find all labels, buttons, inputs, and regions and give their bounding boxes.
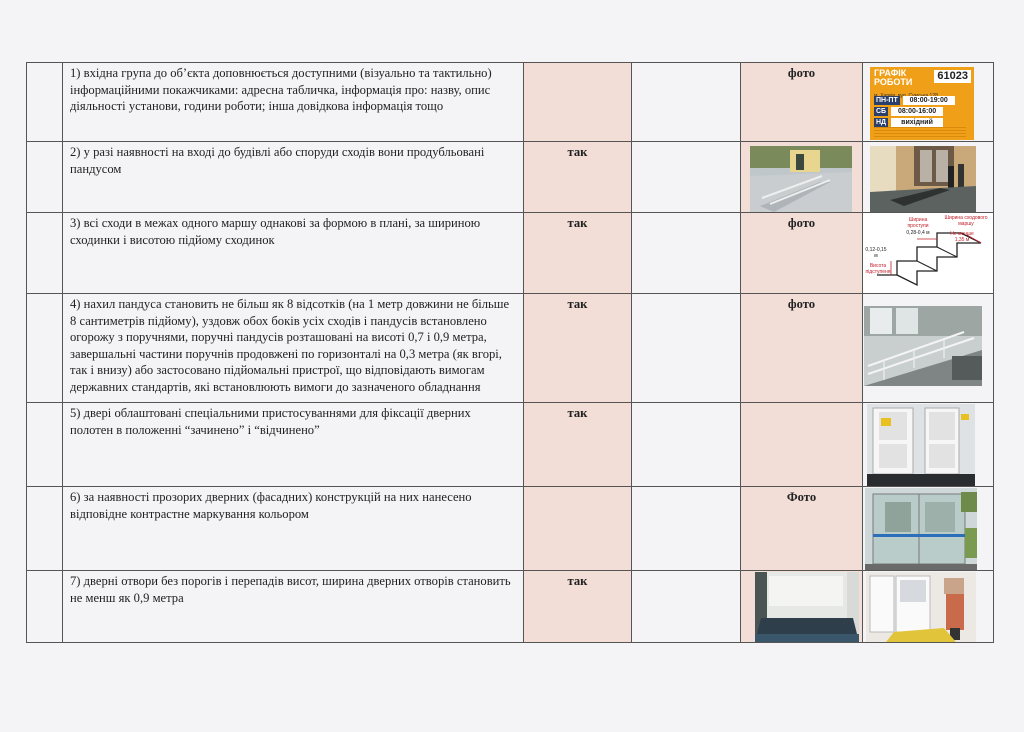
criterion-text: 3) всі сходи в межах одного маршу однакові за формою в плані, за шириною сходинки і висотою підйому сходинок <box>70 216 481 247</box>
evidence-cell <box>741 403 863 487</box>
stairs-label-width-value: 0,28-0,4 м <box>906 230 930 236</box>
doors-photo <box>867 404 975 486</box>
compliance-mark: так <box>567 145 588 159</box>
stairs-label-height-value: 0,12-0,15 м <box>865 247 887 259</box>
compliance-cell <box>524 571 632 643</box>
compliance-mark: так <box>567 216 588 230</box>
note-cell <box>632 294 741 403</box>
number-cell <box>27 571 63 643</box>
photo-cell <box>863 213 994 294</box>
ramp-entrance-photo <box>870 146 976 212</box>
criterion-text: 2) у разі наявності на вході до будівлі або споруди сходів вони продубльовані пандусом <box>70 145 485 176</box>
evidence-cell <box>741 294 863 403</box>
criterion-cell <box>63 487 524 571</box>
criterion-text: 1) вхідна група до об’єкта доповнюється доступними (візуально та тактильно) інформаційними покажчиками: адресна табличка, інформація про: назву, опис діяльності установи, години роботи; інша довідкова інформація тощо <box>70 66 492 113</box>
criterion-text: 5) двері облаштовані спеціальними пристосуваннями для фіксації дверних полотен в положенні “зачинено” і “відчинено” <box>70 406 471 437</box>
sign-day: ПН-ПТ <box>876 97 898 104</box>
compliance-cell <box>524 487 632 571</box>
accessibility-checklist-table <box>26 62 994 643</box>
ramp-handrails-photo <box>864 306 982 386</box>
note-cell <box>632 487 741 571</box>
sign-zip: 61023 <box>934 70 971 83</box>
photo-cell <box>863 487 994 571</box>
sign-title-line1: ГРАФІК <box>874 68 907 78</box>
evidence-cell <box>741 142 863 213</box>
criterion-cell <box>63 294 524 403</box>
criterion-text: 6) за наявності прозорих дверних (фасадних) конструкцій на них нанесено відповідне контрастне маркування кольором <box>70 490 472 521</box>
sign-hours: вихідний <box>891 118 943 127</box>
evidence-cell <box>741 213 863 294</box>
evidence-cell <box>741 571 863 643</box>
number-cell <box>27 142 63 213</box>
evidence-label: Фото <box>786 490 817 504</box>
evidence-cell <box>741 63 863 142</box>
criterion-cell <box>63 571 524 643</box>
sign-day: НД <box>876 119 887 126</box>
criterion-cell <box>63 63 524 142</box>
sign-hours: 08:00-16:00 <box>891 107 943 116</box>
note-cell <box>632 571 741 643</box>
compliance-cell <box>524 213 632 294</box>
number-cell <box>27 294 63 403</box>
note-cell <box>632 213 741 294</box>
evidence-label: фото <box>787 66 816 80</box>
note-cell <box>632 142 741 213</box>
stairs-diagram <box>863 213 993 293</box>
evidence-label: фото <box>787 216 816 230</box>
compliance-cell <box>524 63 632 142</box>
glass-doors-photo <box>865 488 977 570</box>
stairs-label-height: Висота підступеня <box>865 263 891 275</box>
note-cell <box>632 63 741 142</box>
photo-cell <box>863 63 994 142</box>
photo-cell <box>863 403 994 487</box>
evidence-cell <box>741 487 863 571</box>
number-cell <box>27 487 63 571</box>
evidence-label: фото <box>787 297 816 311</box>
photo-cell <box>863 294 994 403</box>
table-row <box>27 63 994 142</box>
compliance-cell <box>524 142 632 213</box>
compliance-mark: так <box>567 574 588 588</box>
table-row <box>27 403 994 487</box>
sign-day: СБ <box>876 108 887 115</box>
ramp-side-photo <box>750 146 852 212</box>
criterion-cell <box>63 213 524 294</box>
note-cell <box>632 403 741 487</box>
stairs-label-width: Ширина проступи <box>907 217 929 229</box>
photo-cell <box>863 571 994 643</box>
compliance-cell <box>524 294 632 403</box>
compliance-cell <box>524 403 632 487</box>
table-row <box>27 294 994 403</box>
table-row <box>27 213 994 294</box>
schedule-sign-photo <box>863 63 993 141</box>
sign-hours: 08:00-19:00 <box>903 96 955 105</box>
table-row <box>27 571 994 643</box>
criterion-cell <box>63 142 524 213</box>
table-row <box>27 487 994 571</box>
doorway-photo <box>866 572 976 642</box>
criterion-text: 4) нахил пандуса становить не більш як 8 відсотків (на 1 метр довжини не більше 8 сантиметрів підйому), уздовж обох боків усіх сходів і пандусів встановлено огорожу з поручнями, поручні пандусів розташовані на висоті 0,7 і 0,9 метра, завершальні частини поручнів продовжені по горизонталі на 0,3 метра (як вгорі, так і внизу) або застосовано підйомальні пристрої, що відповідають вимогам державних стандартів, які встановлюють вимоги до зазначеного обладнання <box>70 297 510 394</box>
stairs-label-min: Не менше 1,35 м <box>950 231 974 243</box>
criterion-text: 7) дверні отвори без порогів і перепадів висот, ширина дверних отворів становить не менш як 0,9 метра <box>70 574 511 605</box>
compliance-mark: так <box>567 406 588 420</box>
corridor-mat-photo <box>755 572 859 642</box>
photo-cell <box>863 142 994 213</box>
sign-title-line2: РОБОТИ <box>874 77 913 87</box>
criterion-cell <box>63 403 524 487</box>
number-cell <box>27 403 63 487</box>
number-cell <box>27 63 63 142</box>
number-cell <box>27 213 63 294</box>
compliance-mark: так <box>567 297 588 311</box>
stairs-label-flight: Ширина сходового маршу <box>944 215 988 227</box>
table-row <box>27 142 994 213</box>
